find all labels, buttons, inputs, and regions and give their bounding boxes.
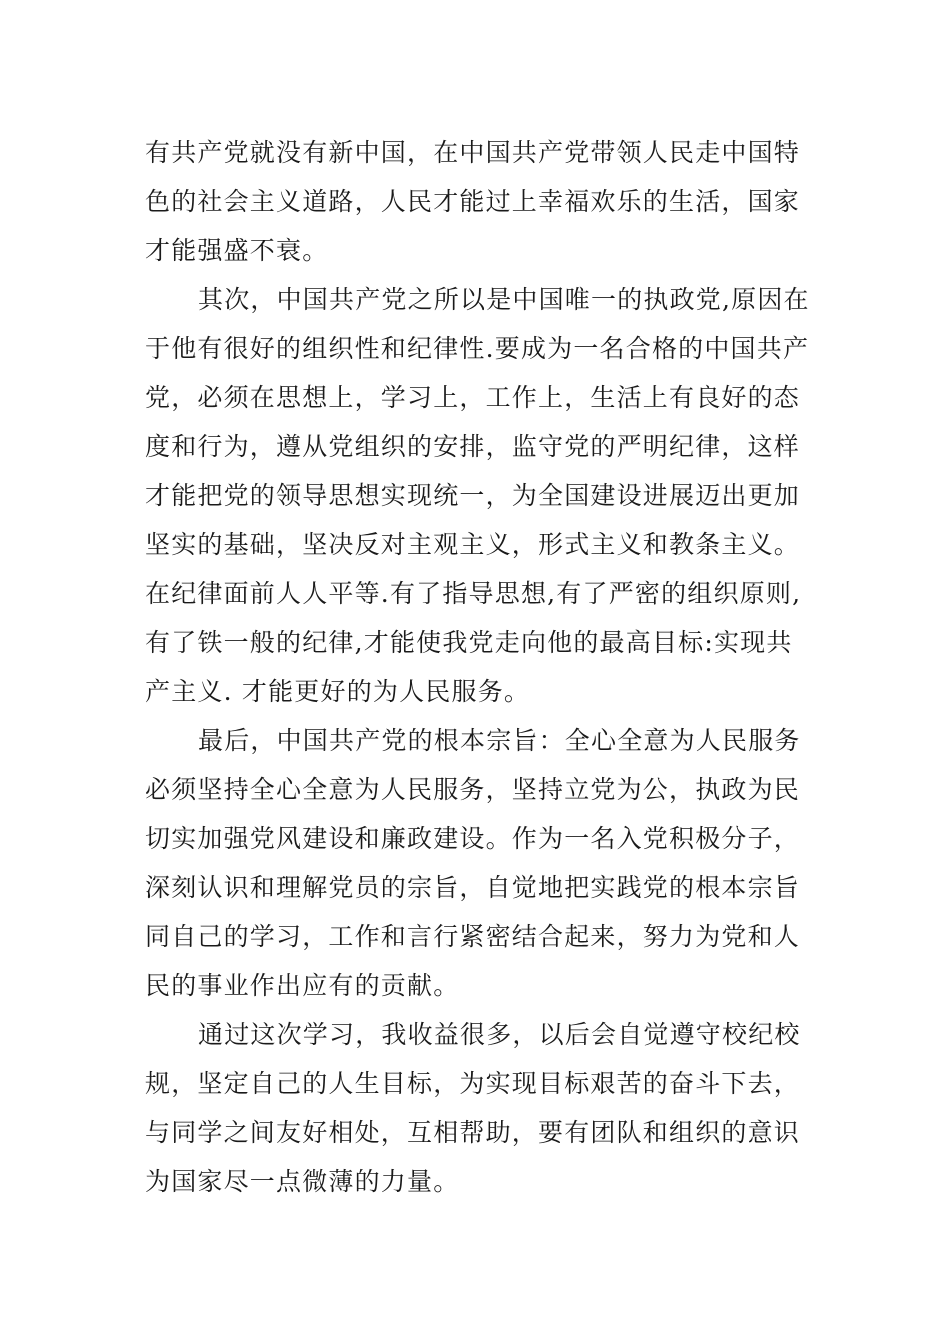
text-line: 坚实的基础，坚决反对主观主义，形式主义和教条主义。 xyxy=(145,530,801,559)
text-line: 党，必须在思想上，学习上，工作上，生活上有良好的态 xyxy=(145,383,801,412)
text-line: 必须坚持全心全意为人民服务，坚持立党为公，执政为民 xyxy=(145,775,801,804)
text-line: 深刻认识和理解党员的宗旨，自觉地把实践党的根本宗旨 xyxy=(145,873,801,902)
text-line: 有了铁一般的纪律,才能使我党走向他的最高目标:实现共 xyxy=(145,628,793,657)
paragraph-start-line: 最后，中国共产党的根本宗旨：全心全意为人民服务 xyxy=(198,726,801,755)
text-line: 为国家尽一点微薄的力量。 xyxy=(145,1167,460,1196)
paragraph-start-line: 通过这次学习，我收益很多，以后会自觉遵守校纪校 xyxy=(198,1020,801,1049)
text-line: 色的社会主义道路，人民才能过上幸福欢乐的生活，国家 xyxy=(145,187,801,216)
text-line: 有共产党就没有新中国，在中国共产党带领人民走中国特 xyxy=(145,138,801,167)
text-line: 与同学之间友好相处，互相帮助，要有团队和组织的意识 xyxy=(145,1118,801,1147)
paragraph-start-line: 其次，中国共产党之所以是中国唯一的执政党,原因在 xyxy=(198,285,810,314)
text-line: 才能把党的领导思想实现统一，为全国建设进展迈出更加 xyxy=(145,481,801,510)
text-line: 在纪律面前人人平等.有了指导思想,有了严密的组织原则, xyxy=(145,579,802,608)
text-line: 民的事业作出应有的贡献。 xyxy=(145,971,460,1000)
text-line: 切实加强党风建设和廉政建设。作为一名入党积极分子， xyxy=(145,824,801,853)
text-line: 于他有很好的组织性和纪律性.要成为一名合格的中国共产 xyxy=(145,334,810,363)
text-line: 才能强盛不衰。 xyxy=(145,236,329,265)
text-line: 同自己的学习，工作和言行紧密结合起来，努力为党和人 xyxy=(145,922,801,951)
text-line: 产主义. 才能更好的为人民服务。 xyxy=(145,677,531,706)
body-text xyxy=(145,128,815,1206)
text-line: 规，坚定自己的人生目标，为实现目标艰苦的奋斗下去， xyxy=(145,1069,801,1098)
text-line: 度和行为，遵从党组织的安排，监守党的严明纪律，这样 xyxy=(145,432,801,461)
